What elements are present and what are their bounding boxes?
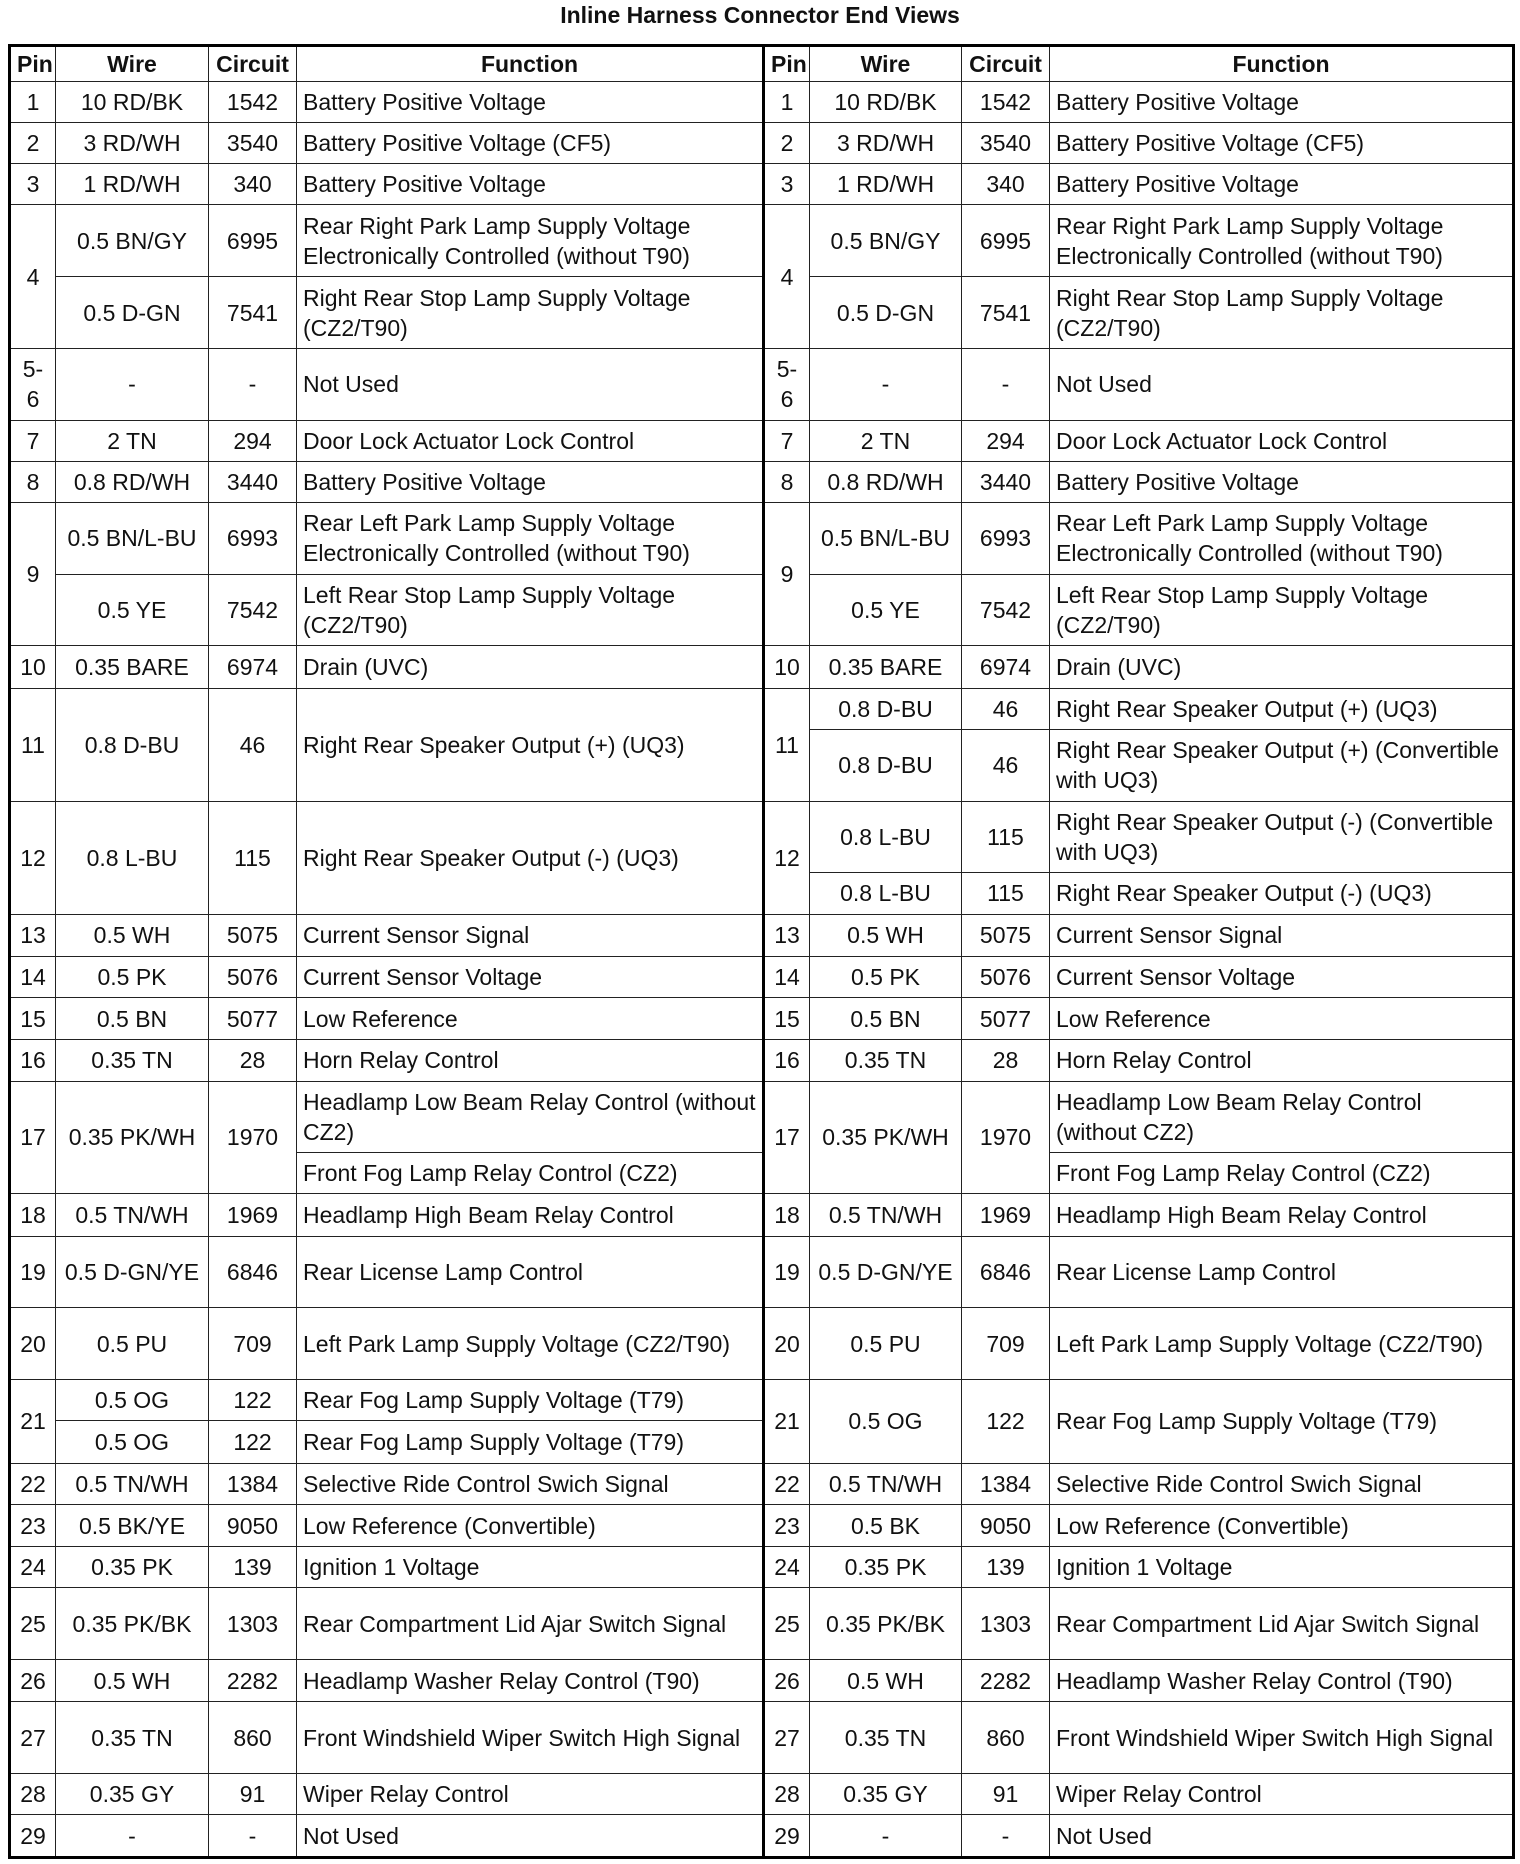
circuit-cell: 46 <box>209 688 297 801</box>
function-cell: Rear Fog Lamp Supply Voltage (T79) <box>297 1380 764 1421</box>
header-wire: Wire <box>810 46 962 82</box>
pin-cell: 3 <box>764 164 810 205</box>
function-cell: Horn Relay Control <box>1050 1040 1514 1081</box>
circuit-cell: 46 <box>962 688 1050 729</box>
circuit-cell: 3540 <box>209 123 297 164</box>
wire-cell: 0.5 BK/YE <box>56 1504 209 1546</box>
circuit-cell: 6995 <box>962 205 1050 277</box>
wire-cell: 0.5 BN/GY <box>56 205 209 277</box>
table-row <box>10 1308 1514 1380</box>
wire-cell: 0.8 D-BU <box>810 688 962 729</box>
wire-cell: 0.5 BN/L-BU <box>56 502 209 574</box>
wire-cell: - <box>56 348 209 420</box>
pin-cell: 16 <box>764 1040 810 1081</box>
pin-cell: 9 <box>764 502 810 645</box>
circuit-cell: - <box>209 1815 297 1858</box>
wire-cell: 0.5 WH <box>56 1660 209 1702</box>
circuit-cell: 294 <box>209 420 297 461</box>
circuit-cell: 115 <box>962 801 1050 873</box>
circuit-cell: 139 <box>962 1547 1050 1588</box>
circuit-cell: 1970 <box>962 1081 1050 1194</box>
table-row <box>10 1194 1514 1236</box>
function-cell: Low Reference (Convertible) <box>297 1504 764 1546</box>
function-cell: Right Rear Speaker Output (-) (UQ3) <box>1050 873 1514 914</box>
pin-cell: 15 <box>10 998 56 1040</box>
circuit-cell: 2282 <box>209 1660 297 1702</box>
circuit-cell: 7541 <box>962 277 1050 349</box>
table-row <box>10 688 1514 729</box>
function-cell: Low Reference <box>1050 998 1514 1040</box>
wire-cell: 0.8 L-BU <box>810 873 962 914</box>
function-cell: Battery Positive Voltage (CF5) <box>297 123 764 164</box>
function-cell: Left Park Lamp Supply Voltage (CZ2/T90) <box>297 1308 764 1380</box>
circuit-cell: 294 <box>962 420 1050 461</box>
pin-cell: 1 <box>10 82 56 123</box>
pin-cell: 29 <box>764 1815 810 1858</box>
pin-cell: 28 <box>10 1774 56 1815</box>
function-cell: Current Sensor Signal <box>1050 914 1514 956</box>
circuit-cell: 91 <box>962 1774 1050 1815</box>
pin-cell: 12 <box>764 801 810 914</box>
circuit-cell: 2282 <box>962 1660 1050 1702</box>
circuit-cell: 1384 <box>962 1463 1050 1504</box>
pin-cell: 22 <box>764 1463 810 1504</box>
table-row <box>10 420 1514 461</box>
function-cell: Selective Ride Control Swich Signal <box>1050 1463 1514 1504</box>
table-row <box>10 1702 1514 1774</box>
pin-cell: 19 <box>10 1236 56 1308</box>
circuit-cell: 860 <box>962 1702 1050 1774</box>
pin-cell: 16 <box>10 1040 56 1081</box>
circuit-cell: 5075 <box>209 914 297 956</box>
wire-cell: 0.5 BN <box>810 998 962 1040</box>
circuit-cell: 1542 <box>962 82 1050 123</box>
table-row <box>10 82 1514 123</box>
circuit-cell: 340 <box>962 164 1050 205</box>
wire-cell: 0.5 PU <box>56 1308 209 1380</box>
circuit-cell: 3540 <box>962 123 1050 164</box>
function-cell: Rear Compartment Lid Ajar Switch Signal <box>1050 1588 1514 1660</box>
pin-cell: 4 <box>764 205 810 348</box>
pin-cell: 5-6 <box>764 348 810 420</box>
pin-cell: 17 <box>10 1081 56 1194</box>
wire-cell: 0.8 L-BU <box>56 801 209 914</box>
wire-cell: 0.5 BN/GY <box>810 205 962 277</box>
function-cell: Front Windshield Wiper Switch High Signal <box>297 1702 764 1774</box>
table-row <box>10 348 1514 420</box>
circuit-cell: 115 <box>209 801 297 914</box>
wire-cell: 0.5 TN/WH <box>810 1463 962 1504</box>
wire-cell: 0.5 D-GN/YE <box>56 1236 209 1308</box>
table-row <box>10 574 1514 646</box>
pin-cell: 14 <box>764 956 810 997</box>
pin-cell: 18 <box>764 1194 810 1236</box>
table-row <box>10 914 1514 956</box>
header-function: Function <box>297 46 764 82</box>
function-cell: Front Fog Lamp Relay Control (CZ2) <box>297 1153 764 1194</box>
function-cell: Rear Right Park Lamp Supply Voltage Electronically Controlled (without T90) <box>297 205 764 277</box>
wire-cell: - <box>810 348 962 420</box>
table-row <box>10 1504 1514 1546</box>
wire-cell: 0.35 BARE <box>810 646 962 688</box>
circuit-cell: 5076 <box>209 956 297 997</box>
pin-cell: 28 <box>764 1774 810 1815</box>
circuit-cell: 5077 <box>962 998 1050 1040</box>
function-cell: Headlamp Washer Relay Control (T90) <box>297 1660 764 1702</box>
table-row <box>10 1463 1514 1504</box>
wire-cell: 0.35 PK <box>810 1547 962 1588</box>
pin-cell: 20 <box>764 1308 810 1380</box>
function-cell: Battery Positive Voltage <box>1050 461 1514 502</box>
wire-cell: 1 RD/WH <box>810 164 962 205</box>
function-cell: Current Sensor Signal <box>297 914 764 956</box>
pin-cell: 7 <box>764 420 810 461</box>
connector-table <box>8 44 1515 1859</box>
wire-cell: 3 RD/WH <box>56 123 209 164</box>
function-cell: Battery Positive Voltage <box>297 164 764 205</box>
function-cell: Ignition 1 Voltage <box>1050 1547 1514 1588</box>
wire-cell: 0.5 BN <box>56 998 209 1040</box>
function-cell: Current Sensor Voltage <box>297 956 764 997</box>
pin-cell: 26 <box>10 1660 56 1702</box>
pin-cell: 14 <box>10 956 56 997</box>
wire-cell: 0.35 PK/BK <box>810 1588 962 1660</box>
circuit-cell: 6993 <box>209 502 297 574</box>
wire-cell: 0.5 YE <box>56 574 209 646</box>
wire-cell: - <box>56 1815 209 1858</box>
pin-cell: 27 <box>764 1702 810 1774</box>
wire-cell: 0.5 WH <box>56 914 209 956</box>
pin-cell: 24 <box>764 1547 810 1588</box>
function-cell: Drain (UVC) <box>297 646 764 688</box>
wire-cell: 2 TN <box>56 420 209 461</box>
header-row <box>10 46 1514 82</box>
wire-cell: 0.5 TN/WH <box>56 1463 209 1504</box>
circuit-cell: 115 <box>962 873 1050 914</box>
wire-cell: 0.35 TN <box>56 1702 209 1774</box>
circuit-cell: 28 <box>209 1040 297 1081</box>
function-cell: Right Rear Stop Lamp Supply Voltage (CZ2/T90) <box>297 277 764 349</box>
table-row <box>10 1660 1514 1702</box>
function-cell: Horn Relay Control <box>297 1040 764 1081</box>
wire-cell: 0.35 PK <box>56 1547 209 1588</box>
function-cell: Rear Compartment Lid Ajar Switch Signal <box>297 1588 764 1660</box>
header-pin: Pin <box>10 46 56 82</box>
wire-cell: 0.5 YE <box>810 574 962 646</box>
table-row <box>10 1588 1514 1660</box>
wire-cell: 0.35 TN <box>56 1040 209 1081</box>
circuit-cell: 6846 <box>962 1236 1050 1308</box>
table-row <box>10 277 1514 349</box>
function-cell: Low Reference <box>297 998 764 1040</box>
pin-cell: 21 <box>764 1380 810 1463</box>
pin-cell: 5-6 <box>10 348 56 420</box>
table-row <box>10 1547 1514 1588</box>
pin-cell: 1 <box>764 82 810 123</box>
circuit-cell: 1970 <box>209 1081 297 1194</box>
table-row <box>10 1081 1514 1153</box>
circuit-cell: 340 <box>209 164 297 205</box>
function-cell: Battery Positive Voltage (CF5) <box>1050 123 1514 164</box>
wire-cell: 0.8 D-BU <box>810 729 962 801</box>
function-cell: Rear License Lamp Control <box>1050 1236 1514 1308</box>
function-cell: Not Used <box>1050 1815 1514 1858</box>
function-cell: Battery Positive Voltage <box>297 82 764 123</box>
wire-cell: 0.35 TN <box>810 1040 962 1081</box>
circuit-cell: - <box>209 348 297 420</box>
function-cell: Right Rear Speaker Output (+) (UQ3) <box>297 688 764 801</box>
circuit-cell: 1303 <box>962 1588 1050 1660</box>
wire-cell: 0.5 D-GN <box>810 277 962 349</box>
wire-cell: 0.5 PU <box>810 1308 962 1380</box>
wire-cell: 0.8 RD/WH <box>810 461 962 502</box>
wire-cell: 1 RD/WH <box>56 164 209 205</box>
pin-cell: 8 <box>764 461 810 502</box>
function-cell: Rear Fog Lamp Supply Voltage (T79) <box>1050 1380 1514 1463</box>
function-cell: Not Used <box>297 348 764 420</box>
function-cell: Wiper Relay Control <box>297 1774 764 1815</box>
pin-cell: 7 <box>10 420 56 461</box>
pin-cell: 25 <box>10 1588 56 1660</box>
wire-cell: 0.5 OG <box>56 1380 209 1421</box>
function-cell: Battery Positive Voltage <box>297 461 764 502</box>
wire-cell: 2 TN <box>810 420 962 461</box>
function-cell: Battery Positive Voltage <box>1050 82 1514 123</box>
function-cell: Wiper Relay Control <box>1050 1774 1514 1815</box>
circuit-cell: 139 <box>209 1547 297 1588</box>
circuit-cell: 6846 <box>209 1236 297 1308</box>
table-row <box>10 461 1514 502</box>
function-cell: Door Lock Actuator Lock Control <box>297 420 764 461</box>
pin-cell: 23 <box>10 1504 56 1546</box>
function-cell: Right Rear Stop Lamp Supply Voltage (CZ2/T90) <box>1050 277 1514 349</box>
circuit-cell: 122 <box>209 1421 297 1463</box>
pin-cell: 26 <box>764 1660 810 1702</box>
wire-cell: 10 RD/BK <box>810 82 962 123</box>
table-row <box>10 956 1514 997</box>
circuit-cell: 1542 <box>209 82 297 123</box>
wire-cell: 0.8 L-BU <box>810 801 962 873</box>
function-cell: Left Park Lamp Supply Voltage (CZ2/T90) <box>1050 1308 1514 1380</box>
wire-cell: 0.8 D-BU <box>56 688 209 801</box>
wire-cell: 0.5 BN/L-BU <box>810 502 962 574</box>
circuit-cell: 6995 <box>209 205 297 277</box>
circuit-cell: 709 <box>209 1308 297 1380</box>
function-cell: Front Windshield Wiper Switch High Signal <box>1050 1702 1514 1774</box>
wire-cell: 0.35 PK/BK <box>56 1588 209 1660</box>
wire-cell: 0.5 PK <box>56 956 209 997</box>
circuit-cell: 3440 <box>209 461 297 502</box>
function-cell: Headlamp Low Beam Relay Control (without CZ2) <box>1050 1081 1514 1153</box>
page-title: Inline Harness Connector End Views <box>560 2 960 28</box>
circuit-cell: - <box>962 348 1050 420</box>
function-cell: Rear License Lamp Control <box>297 1236 764 1308</box>
pin-cell: 10 <box>764 646 810 688</box>
pin-cell: 12 <box>10 801 56 914</box>
header-function: Function <box>1050 46 1514 82</box>
wire-cell: 0.5 TN/WH <box>56 1194 209 1236</box>
pin-cell: 17 <box>764 1081 810 1194</box>
table-row <box>10 164 1514 205</box>
wire-cell: 10 RD/BK <box>56 82 209 123</box>
function-cell: Not Used <box>1050 348 1514 420</box>
function-cell: Right Rear Speaker Output (-) (UQ3) <box>297 801 764 914</box>
wire-cell: 0.35 BARE <box>56 646 209 688</box>
circuit-cell: 860 <box>209 1702 297 1774</box>
function-cell: Right Rear Speaker Output (+) (Convertible with UQ3) <box>1050 729 1514 801</box>
pin-cell: 2 <box>10 123 56 164</box>
pin-cell: 13 <box>764 914 810 956</box>
function-cell: Headlamp Low Beam Relay Control (without CZ2) <box>297 1081 764 1153</box>
function-cell: Left Rear Stop Lamp Supply Voltage (CZ2/T90) <box>1050 574 1514 646</box>
function-cell: Drain (UVC) <box>1050 646 1514 688</box>
circuit-cell: 6993 <box>962 502 1050 574</box>
table-row <box>10 998 1514 1040</box>
table-row <box>10 646 1514 688</box>
function-cell: Rear Right Park Lamp Supply Voltage Electronically Controlled (without T90) <box>1050 205 1514 277</box>
function-cell: Right Rear Speaker Output (+) (UQ3) <box>1050 688 1514 729</box>
wire-cell: 3 RD/WH <box>810 123 962 164</box>
circuit-cell: 7541 <box>209 277 297 349</box>
circuit-cell: 122 <box>962 1380 1050 1463</box>
circuit-cell: 1969 <box>962 1194 1050 1236</box>
function-cell: Front Fog Lamp Relay Control (CZ2) <box>1050 1153 1514 1194</box>
wire-cell: 0.5 BK <box>810 1504 962 1546</box>
wire-cell: 0.5 D-GN/YE <box>810 1236 962 1308</box>
pin-cell: 9 <box>10 502 56 645</box>
pin-cell: 29 <box>10 1815 56 1858</box>
wire-cell: 0.5 OG <box>56 1421 209 1463</box>
circuit-cell: 122 <box>209 1380 297 1421</box>
pin-cell: 11 <box>10 688 56 801</box>
function-cell: Battery Positive Voltage <box>1050 164 1514 205</box>
wire-cell: 0.35 GY <box>810 1774 962 1815</box>
pin-cell: 13 <box>10 914 56 956</box>
table-row <box>10 502 1514 574</box>
wire-cell: - <box>810 1815 962 1858</box>
pin-cell: 10 <box>10 646 56 688</box>
wire-cell: 0.5 WH <box>810 914 962 956</box>
function-cell: Right Rear Speaker Output (-) (Convertible with UQ3) <box>1050 801 1514 873</box>
circuit-cell: 5076 <box>962 956 1050 997</box>
pin-cell: 24 <box>10 1547 56 1588</box>
wire-cell: 0.5 TN/WH <box>810 1194 962 1236</box>
table-row <box>10 123 1514 164</box>
table-row <box>10 1236 1514 1308</box>
pin-cell: 4 <box>10 205 56 348</box>
circuit-cell: 7542 <box>962 574 1050 646</box>
function-cell: Not Used <box>297 1815 764 1858</box>
wire-cell: 0.35 TN <box>810 1702 962 1774</box>
wire-cell: 0.5 D-GN <box>56 277 209 349</box>
pin-cell: 11 <box>764 688 810 801</box>
pin-cell: 8 <box>10 461 56 502</box>
circuit-cell: 28 <box>962 1040 1050 1081</box>
circuit-cell: 5077 <box>209 998 297 1040</box>
pin-cell: 25 <box>764 1588 810 1660</box>
pin-cell: 19 <box>764 1236 810 1308</box>
pin-cell: 3 <box>10 164 56 205</box>
pin-cell: 20 <box>10 1308 56 1380</box>
circuit-cell: 7542 <box>209 574 297 646</box>
function-cell: Selective Ride Control Swich Signal <box>297 1463 764 1504</box>
function-cell: Door Lock Actuator Lock Control <box>1050 420 1514 461</box>
function-cell: Headlamp High Beam Relay Control <box>1050 1194 1514 1236</box>
circuit-cell: 709 <box>962 1308 1050 1380</box>
table-row <box>10 1815 1514 1858</box>
wire-cell: 0.35 GY <box>56 1774 209 1815</box>
circuit-cell: 9050 <box>209 1504 297 1546</box>
function-cell: Left Rear Stop Lamp Supply Voltage (CZ2/T90) <box>297 574 764 646</box>
pin-cell: 22 <box>10 1463 56 1504</box>
table-row <box>10 205 1514 277</box>
wire-cell: 0.35 PK/WH <box>56 1081 209 1194</box>
function-cell: Rear Left Park Lamp Supply Voltage Electronically Controlled (without T90) <box>297 502 764 574</box>
wire-cell: 0.8 RD/WH <box>56 461 209 502</box>
circuit-cell: 5075 <box>962 914 1050 956</box>
table-row <box>10 1774 1514 1815</box>
wire-cell: 0.5 WH <box>810 1660 962 1702</box>
circuit-cell: 1303 <box>209 1588 297 1660</box>
pin-cell: 27 <box>10 1702 56 1774</box>
circuit-cell: 1969 <box>209 1194 297 1236</box>
wire-cell: 0.5 PK <box>810 956 962 997</box>
header-pin: Pin <box>764 46 810 82</box>
pin-cell: 18 <box>10 1194 56 1236</box>
wire-cell: 0.35 PK/WH <box>810 1081 962 1194</box>
pin-cell: 21 <box>10 1380 56 1463</box>
function-cell: Current Sensor Voltage <box>1050 956 1514 997</box>
header-circuit: Circuit <box>962 46 1050 82</box>
wire-cell: 0.5 OG <box>810 1380 962 1463</box>
circuit-cell: 46 <box>962 729 1050 801</box>
function-cell: Headlamp Washer Relay Control (T90) <box>1050 1660 1514 1702</box>
header-wire: Wire <box>56 46 209 82</box>
table-row <box>10 1380 1514 1421</box>
header-circuit: Circuit <box>209 46 297 82</box>
circuit-cell: 3440 <box>962 461 1050 502</box>
circuit-cell: 91 <box>209 1774 297 1815</box>
pin-cell: 2 <box>764 123 810 164</box>
circuit-cell: - <box>962 1815 1050 1858</box>
circuit-cell: 1384 <box>209 1463 297 1504</box>
table-row <box>10 1040 1514 1081</box>
function-cell: Ignition 1 Voltage <box>297 1547 764 1588</box>
function-cell: Low Reference (Convertible) <box>1050 1504 1514 1546</box>
circuit-cell: 9050 <box>962 1504 1050 1546</box>
function-cell: Rear Fog Lamp Supply Voltage (T79) <box>297 1421 764 1463</box>
table-row <box>10 801 1514 873</box>
pin-cell: 23 <box>764 1504 810 1546</box>
function-cell: Headlamp High Beam Relay Control <box>297 1194 764 1236</box>
circuit-cell: 6974 <box>209 646 297 688</box>
function-cell: Rear Left Park Lamp Supply Voltage Electronically Controlled (without T90) <box>1050 502 1514 574</box>
circuit-cell: 6974 <box>962 646 1050 688</box>
pin-cell: 15 <box>764 998 810 1040</box>
